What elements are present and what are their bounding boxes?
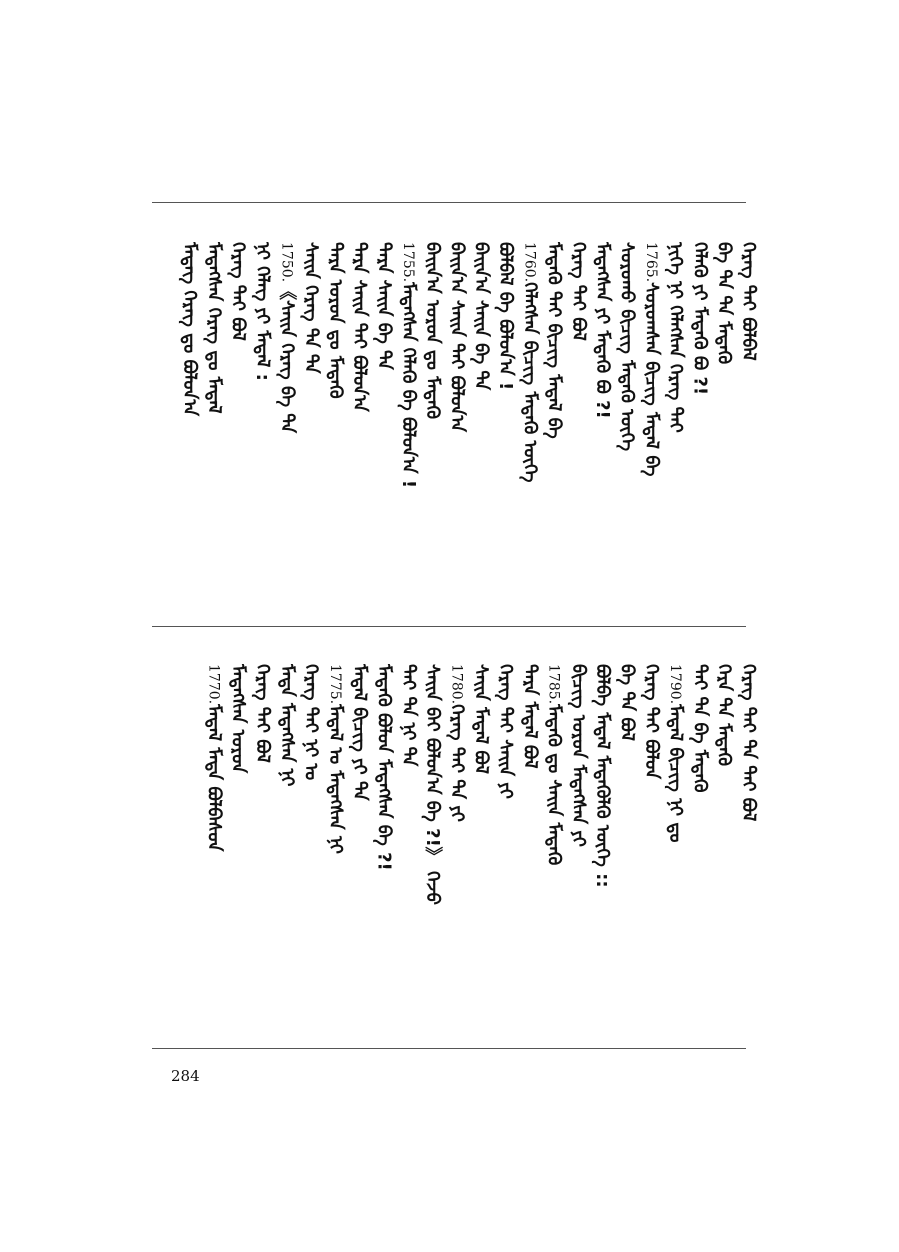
verse-text: ᠮᠡᠳᠡᠬᠦ ᠳᠤ ᠰᠠᠢᠨ ᠮᠡᠳᠡᠬᠦ <box>543 704 565 866</box>
verse-text: ᠲᠡᠢ ᠲᠠ ᠨᠢ ᠲᠠ <box>397 664 419 767</box>
verse-line <box>541 242 567 602</box>
verse-line <box>419 664 445 1024</box>
verse-block-top <box>0 242 899 602</box>
verse-text: ᠪᠢᠴᠢᠭ ᠣᠷᠣᠨ ᠮᠡᠳᠡᠭᠰᠡᠨ ᠶᠢ <box>567 664 589 847</box>
verse-text: ᠬᠡᠷᠡᠭ ᠲᠡᠢ ᠰᠠᠢᠨ ᠶᠢ <box>495 664 516 799</box>
verse-text: ᠮᠡᠳᠡᠯ ᠪᠢᠴᠢᠭ ᠶᠢ ᠲᠠ <box>349 664 371 801</box>
verse-line <box>322 242 348 602</box>
verse-line <box>200 664 226 1024</box>
verse-text: ᠲᠡᠷᠡ ᠣᠷᠣᠨ ᠳᠤ ᠮᠡᠳᠡᠬᠦ <box>324 242 346 399</box>
verse-text: ᠬᠡᠯᠡᠭᠰᠡᠨ ᠪᠢᠴᠢᠭ ᠮᠡᠳᠡᠬᠦ ᠦᠭᠡ <box>519 282 541 483</box>
verse-line <box>249 664 275 1024</box>
verse-line <box>516 664 542 1024</box>
verse-line <box>298 664 324 1024</box>
verse-line <box>516 242 542 602</box>
verse-text: ᠰᠠᠢᠨ ᠪᠠᠢ ᠪᠣᠯᠤᠨ᠎ᠠ ᠪᠠ ?!》 ᠭᠡᠵᠦ <box>422 664 444 905</box>
verse-line <box>395 242 421 602</box>
verse-line <box>735 664 761 1024</box>
verse-text: ᠪᠣᠯᠪᠠ ᠮᠡᠳᠡᠯ ᠮᠡᠳᠡᠬᠦᠯᠬᠦ ᠦᠭᠡ :: <box>592 664 614 888</box>
verse-text: ᠪᠠ ᠲᠠ ᠪᠣᠯ <box>616 664 638 742</box>
verse-text: 《ᠰᠠᠢᠨ ᠬᠡᠷᠡᠭ ᠪᠠ ᠲᠠ <box>276 282 298 434</box>
verse-text: ᠮᠡᠳᠡᠭ ᠬᠡᠷᠡᠭ ᠳᠤ ᠪᠣᠯᠤᠨ᠎ᠠ <box>179 242 201 417</box>
verse-block-bottom <box>0 664 899 1024</box>
bottom-rule <box>152 1048 746 1049</box>
verse-line <box>273 664 299 1024</box>
verse-line <box>273 242 299 602</box>
verse-line <box>371 242 397 602</box>
verse-text: ᠮᠡᠳᠡᠯ ᠮᠡᠳᠡ ᠪᠣᠯᠪᠠᠰᠤᠨ <box>203 704 225 852</box>
verse-line <box>225 664 251 1024</box>
verse-line <box>686 664 712 1024</box>
verse-number: 1770. <box>205 664 222 705</box>
verse-line <box>249 242 275 602</box>
verse-line <box>225 242 251 602</box>
verse-text: ᠬᠡᠷᠡᠭ ᠲᠡᠢ ᠪᠣᠯ <box>567 242 589 341</box>
verse-text: ᠮᠡᠳᠡ ᠮᠡᠳᠡᠭᠰᠡᠨ ᠨᠢ <box>276 664 298 787</box>
verse-text: ᠪᠠᠢᠨ᠎ᠠ ᠰᠠᠢᠨ ᠪᠠ ᠲᠠ <box>470 242 492 391</box>
verse-text: ᠬᠡᠷᠡᠭ ᠲᠡᠢ ᠪᠣᠯ <box>252 664 273 763</box>
verse-line <box>443 242 469 602</box>
verse-line <box>711 242 737 602</box>
verse-line <box>662 664 688 1024</box>
verse-line <box>711 664 737 1024</box>
verse-line <box>735 242 761 602</box>
verse-text: ᠬᠡᠷᠡᠭ ᠲᠡᠢ ᠪᠣᠯᠪᠠᠯ <box>738 242 759 361</box>
verse-number: 1750. <box>278 242 295 283</box>
verse-text: ᠰᠤᠷᠤᠬᠤ ᠪᠢᠴᠢᠭ ᠮᠡᠳᠡᠬᠦ ᠦᠭᠡ <box>616 242 638 452</box>
verse-text: ᠲᠡᠷᠡ ᠰᠠᠢᠨ ᠪᠠ ᠲᠠ <box>373 242 395 370</box>
verse-line <box>638 242 664 602</box>
verse-text: ᠰᠤᠷᠤᠭᠰᠠᠨ ᠪᠢᠴᠢᠭ ᠮᠡᠳᠡᠯ ᠪᠡ <box>640 282 662 477</box>
verse-line <box>346 242 372 602</box>
verse-line <box>492 664 518 1024</box>
verse-text: ᠲᠡᠷᠡ ᠰᠠᠢᠨ ᠲᠡᠢ ᠪᠣᠯᠤᠨ᠎ᠠ <box>349 242 371 412</box>
verse-text: ᠨᠢᠭᠡ ᠨᠢ ᠬᠡᠯᠡᠭᠰᠡᠨ ᠬᠡᠷᠡᠭ ᠲᠡᠢ <box>665 242 687 433</box>
verse-text: ᠲᠡᠢ ᠲᠠ ᠪᠠ ᠮᠡᠳᠡᠬᠦ <box>689 664 711 793</box>
verse-line <box>492 242 518 602</box>
verse-number: 1755. <box>399 242 416 283</box>
verse-line <box>200 242 226 602</box>
verse-text: ᠪᠣᠯᠪᠠᠯ ᠪᠠ ᠪᠣᠯᠤᠨ᠎ᠠ ! <box>495 242 516 391</box>
verse-text: ᠪᠠ ᠲᠠ ᠲᠠ ᠮᠡᠳᠡᠬᠦ <box>713 242 735 365</box>
verse-text: ᠮᠡᠳᠡᠭᠰᠡᠨ ᠬᠡᠷᠡᠭ ᠳᠤ ᠮᠡᠳᠡᠯ <box>203 242 225 414</box>
verse-line <box>565 242 591 602</box>
verse-text: ᠰᠠᠢᠨ ᠮᠡᠳᠡᠯ ᠪᠣᠯ <box>470 664 492 775</box>
verse-number: 1785. <box>545 664 562 705</box>
verse-line <box>662 242 688 602</box>
verse-line <box>686 242 712 602</box>
verse-text: ᠬᠡᠷᠡᠭ ᠲᠡᠢ ᠲᠠ ᠶᠢ <box>446 704 468 822</box>
verse-text: ᠬᠡᠷᠡᠭ ᠲᠡᠢ ᠪᠣᠯ <box>227 242 249 341</box>
verse-number: 1780. <box>448 664 465 705</box>
verse-text: ᠮᠡᠳᠡᠬᠦ ᠪᠣᠯᠤᠨ ᠮᠡᠳᠡᠭᠰᠡᠨ ᠪᠠ ?! <box>373 664 395 871</box>
verse-line <box>443 664 469 1024</box>
verse-line <box>589 664 615 1024</box>
verse-text: ᠨᠢ ᠬᠡᠯᠡᠭ ᠶᠢ ᠮᠡᠳᠡᠯ : <box>252 242 273 381</box>
verse-text: ᠬᠡᠷᠡ ᠲᠠ ᠮᠡᠳᠡᠬᠦ <box>713 664 735 767</box>
verse-line <box>322 664 348 1024</box>
verse-line <box>419 242 445 602</box>
verse-text: ᠪᠠᠢᠨ᠎ᠠ ᠰᠠᠢᠨ ᠲᠡᠢ ᠪᠣᠯᠤᠨ᠎ᠠ <box>446 242 468 433</box>
verse-line <box>468 664 494 1024</box>
verse-text: ᠰᠠᠢᠨ ᠬᠡᠷᠡᠭ ᠲᠠ ᠲᠠ <box>300 242 322 374</box>
verse-line <box>346 664 372 1024</box>
page-number: 284 <box>171 1067 200 1085</box>
verse-line <box>565 664 591 1024</box>
verse-line <box>614 664 640 1024</box>
verse-text: ᠮᠡᠳᠡᠭᠰᠡᠨ ᠬᠡᠯᠡᠬᠦ ᠪᠠ ᠪᠣᠯᠤᠨ᠎ᠠ ! <box>397 282 419 489</box>
verse-line <box>176 242 202 602</box>
verse-number: 1775. <box>326 664 343 705</box>
verse-line <box>298 242 324 602</box>
verse-line <box>395 664 421 1024</box>
verse-text: ᠮᠡᠳᠡᠬᠦ ᠲᠡᠢ ᠪᠢᠴᠢᠭ ᠮᠡᠳᠡᠯ ᠪᠡ <box>543 242 565 439</box>
verse-line <box>614 242 640 602</box>
verse-text: ᠮᠡᠳᠡᠭᠰᠡᠨ ᠣᠷᠣᠨ <box>227 664 249 774</box>
verse-text: ᠬᠡᠯᠡᠬᠦ ᠶᠢ ᠮᠡᠳᠡᠬᠦ ᠪᠤ ?! <box>689 242 711 396</box>
verse-line <box>589 242 615 602</box>
verse-text: ᠬᠡᠷᠡᠭ ᠲᠡᠢ ᠲᠠ ᠲᠡᠢ ᠪᠣᠯ <box>738 664 759 822</box>
verse-line <box>468 242 494 602</box>
verse-line <box>638 664 664 1024</box>
verse-text: ᠮᠡᠳᠡᠯ ᠪᠢᠴᠢᠭ ᠨᠢ ᠳᠤ <box>665 704 687 843</box>
verse-text: ᠪᠠᠢᠨ᠎ᠠ ᠣᠷᠣᠨ ᠳᠤ ᠮᠡᠳᠡᠬᠦ <box>422 242 444 419</box>
verse-line <box>541 664 567 1024</box>
verse-number: 1790. <box>667 664 684 705</box>
verse-number: 1760. <box>521 242 538 283</box>
verse-number: 1765. <box>642 242 659 283</box>
verse-text: ᠬᠡᠷᠡᠭ ᠲᠡᠢ ᠨᠢ ᠣ <box>300 664 322 781</box>
verse-text: ᠮᠡᠳᠡᠯ ᠣ ᠮᠡᠳᠡᠭᠰᠡᠨ ᠨᠢ <box>324 704 346 854</box>
verse-line <box>371 664 397 1024</box>
middle-rule <box>152 626 746 627</box>
top-rule <box>152 202 746 203</box>
verse-text: ᠬᠡᠷᠡᠭ ᠲᠡᠢ ᠪᠣᠯᠤᠨ <box>640 664 662 780</box>
verse-text: ᠲᠡᠷᠡ ᠮᠡᠳᠡᠯ ᠪᠣᠯ <box>519 664 541 769</box>
verse-text: ᠮᠡᠳᠡᠭᠰᠡᠨ ᠶᠢ ᠮᠡᠳᠡᠬᠦ ᠪᠤ ?! <box>592 242 614 419</box>
